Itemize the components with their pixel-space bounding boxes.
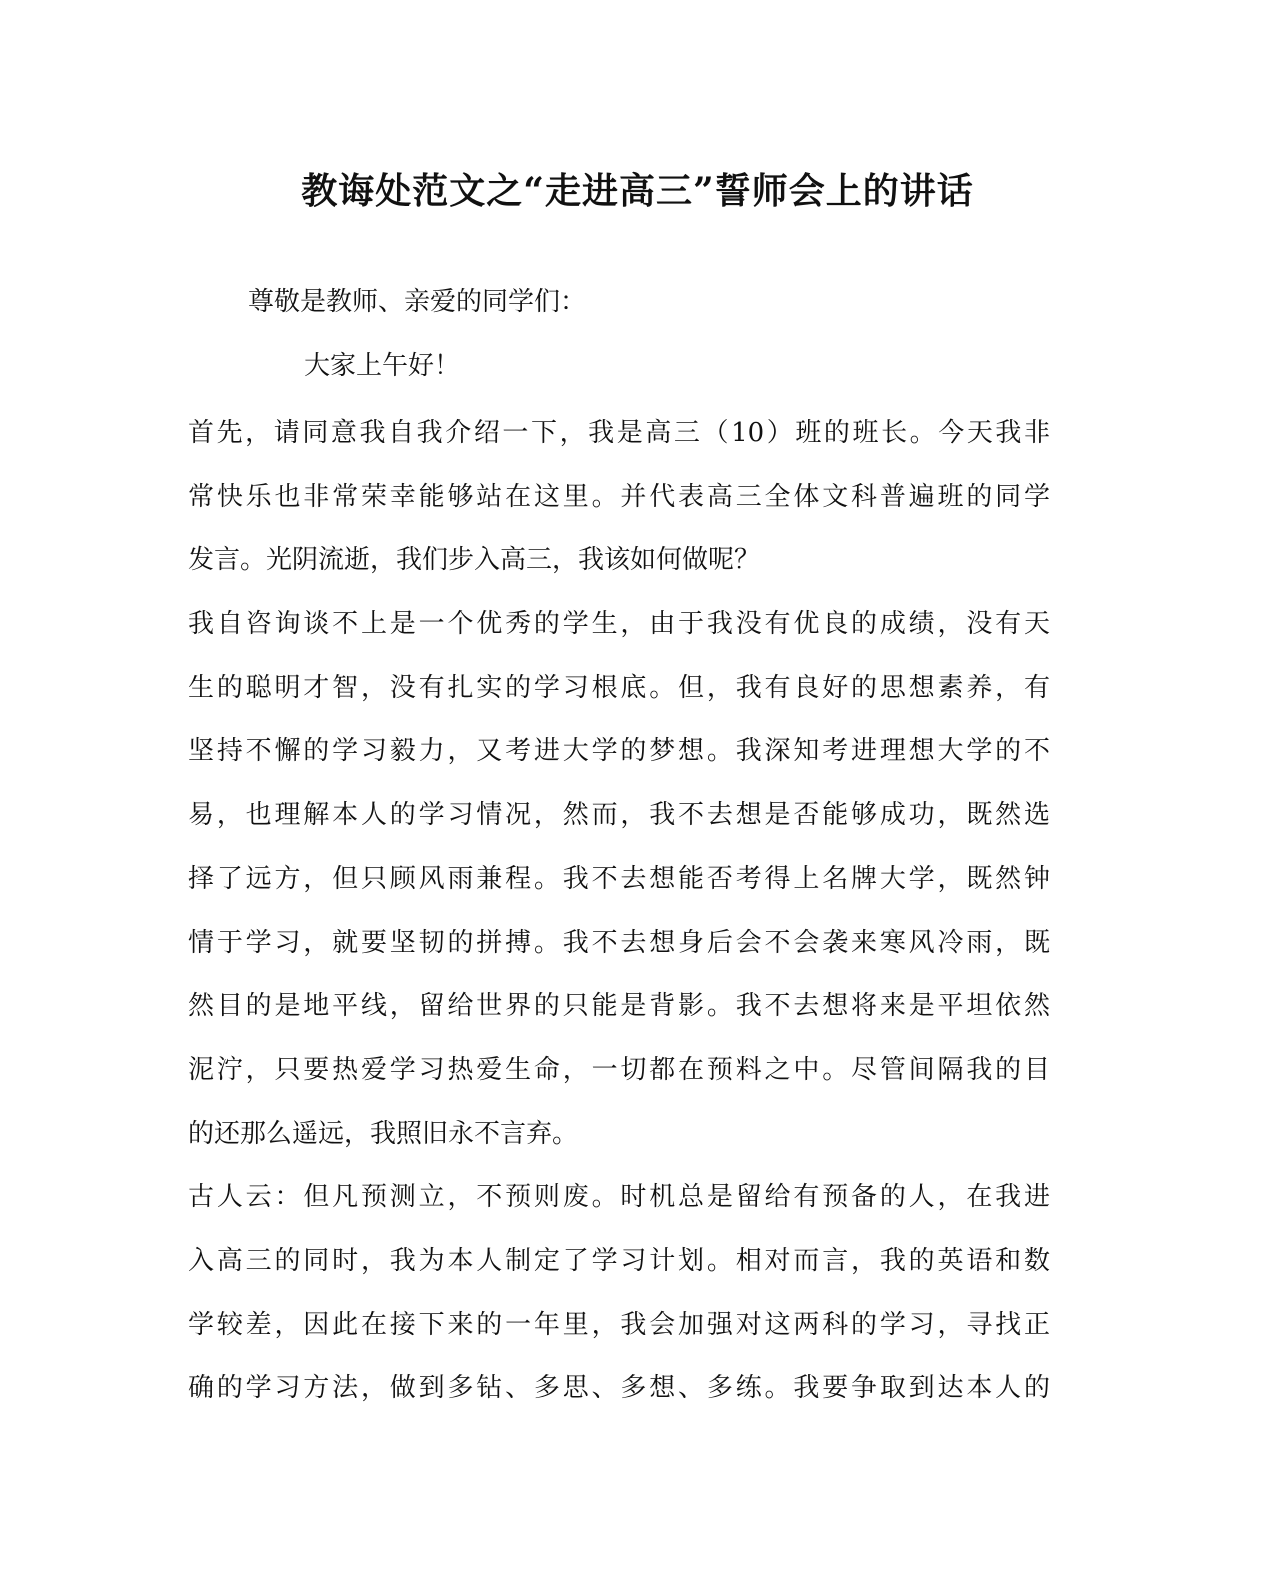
- text-line: 坚持不懈的学习毅力，又考进大学的梦想。我深知考进理想大学的不: [188, 736, 1050, 767]
- text-line: 古人云：但凡预测立，不预则废。时机总是留给有预备的人，在我进: [188, 1182, 1050, 1213]
- text-line: 生的聪明才智，没有扎实的学习根底。但，我有良好的思想素养，有: [188, 672, 1050, 703]
- text-line: 的还那么遥远，我照旧永不言弃。: [188, 1118, 579, 1149]
- paragraph-1: [188, 402, 1050, 593]
- salutation: 尊敬是教师、亲爱的同学们：: [248, 287, 587, 317]
- text-line: 易，也理解本人的学习情况，然而，我不去想是否能够成功，既然选: [188, 800, 1050, 831]
- text-line: 常快乐也非常荣幸能够站在这里。并代表高三全体文科普遍班的同学: [188, 481, 1050, 512]
- text-line: 学较差，因此在接下来的一年里，我会加强对这两科的学习，寻找正: [188, 1309, 1050, 1340]
- text-line: 我自咨询谈不上是一个优秀的学生，由于我没有优良的成绩，没有天: [188, 609, 1050, 640]
- document-body: [188, 402, 1050, 1421]
- paragraph-3: [188, 1166, 1050, 1421]
- text-line: 入高三的同时，我为本人制定了学习计划。相对而言，我的英语和数: [188, 1245, 1050, 1276]
- text-line: 择了远方，但只顾风雨兼程。我不去想能否考得上名牌大学，既然钟: [188, 863, 1050, 894]
- text-line: 然目的是地平线，留给世界的只能是背影。我不去想将来是平坦依然: [188, 991, 1050, 1022]
- text-line: 首先，请同意我自我介绍一下，我是高三（10）班的班长。今天我非: [188, 418, 1050, 448]
- greeting: 大家上午好！: [304, 351, 461, 381]
- text-line: 情于学习，就要坚韧的拼搏。我不去想身后会不会袭来寒风冷雨，既: [188, 927, 1050, 958]
- paragraph-2: [188, 593, 1050, 1166]
- document-title: 教诲处范文之“走进高三”誓师会上的讲话: [301, 170, 974, 212]
- text-line: 泥泞，只要热爱学习热爱生命，一切都在预料之中。尽管间隔我的目: [188, 1054, 1050, 1085]
- text-line: 发言。光阴流逝，我们步入高三，我该如何做呢？: [188, 545, 761, 576]
- text-line: 确的学习方法，做到多钻、多思、多想、多练。我要争取到达本人的: [188, 1373, 1050, 1404]
